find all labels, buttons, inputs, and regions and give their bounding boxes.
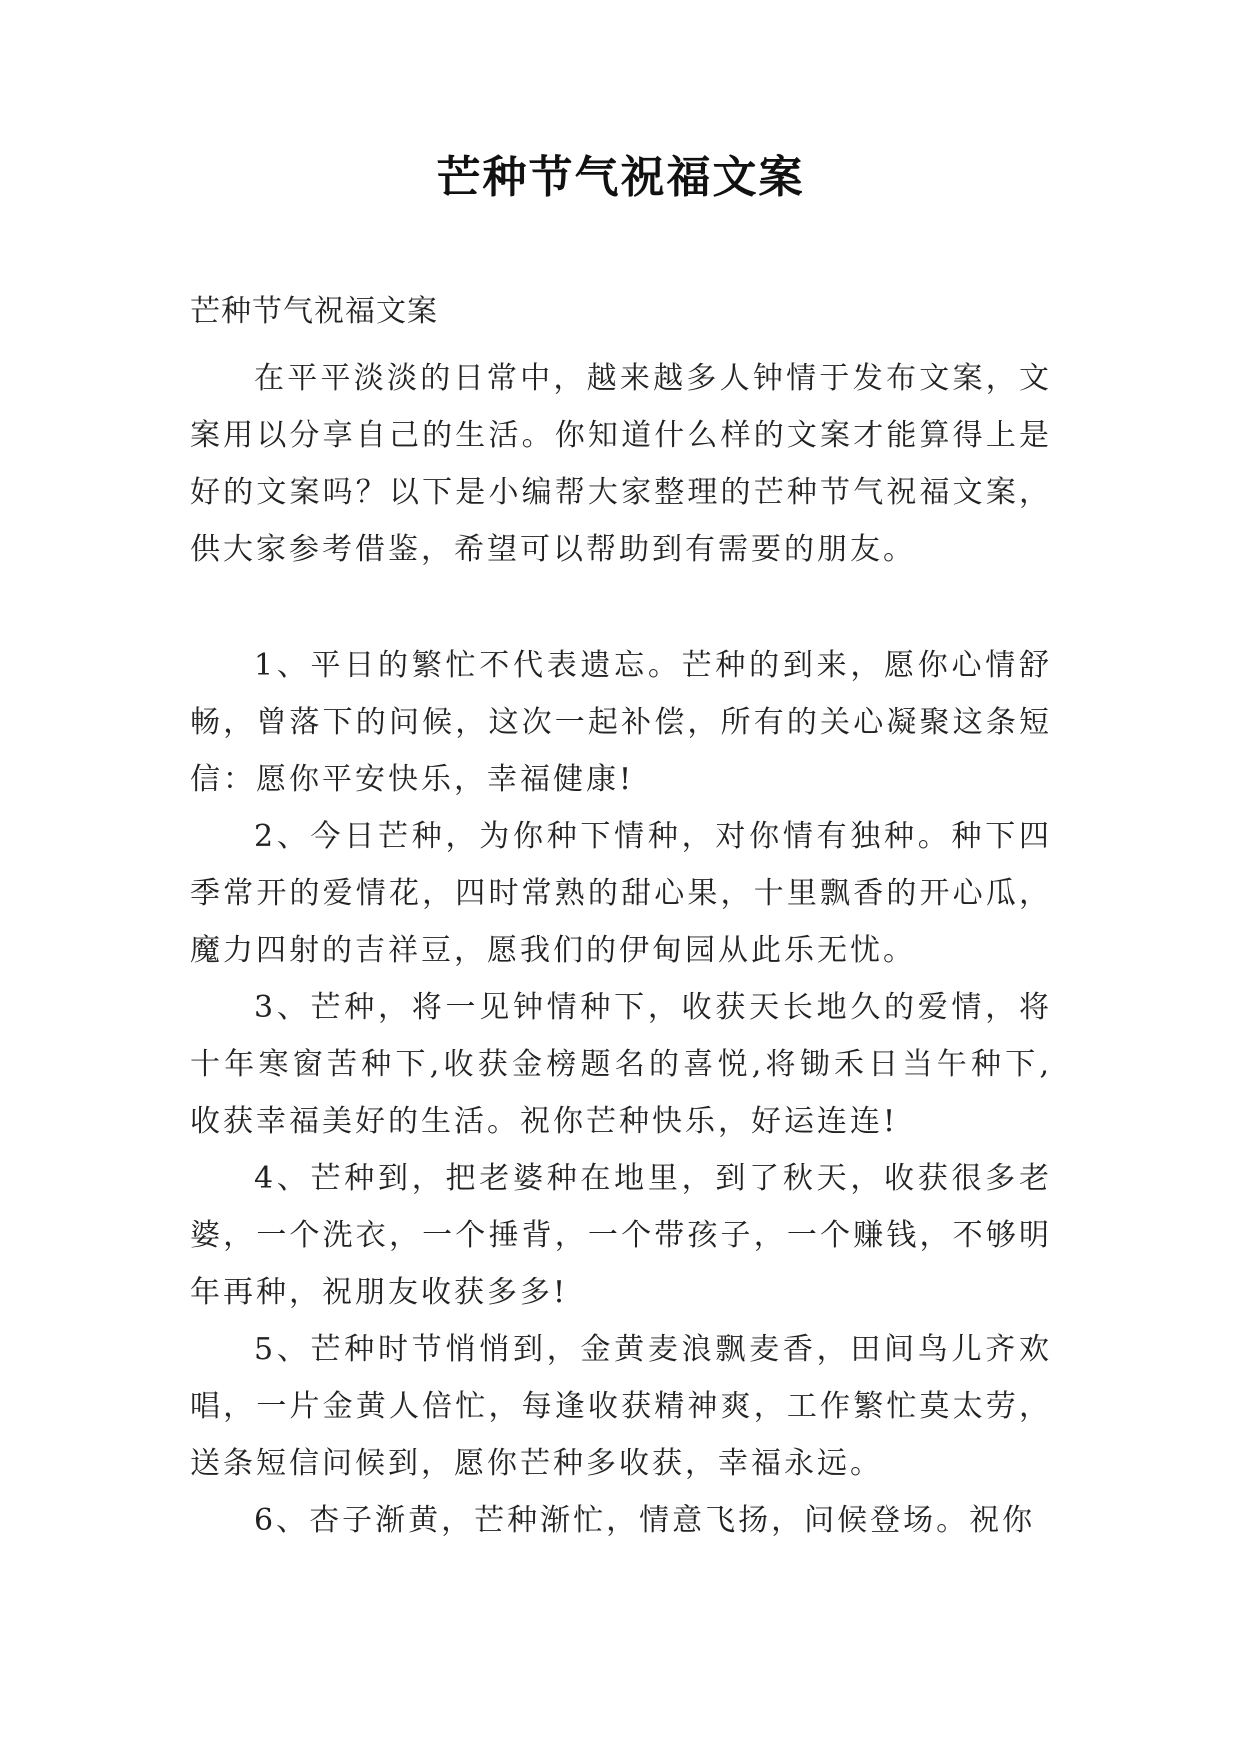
- intro-paragraph: 在平平淡淡的日常中，越来越多人钟情于发布文案，文案用以分享自己的生活。你知道什么样的文案才能算得上是好的文案吗？以下是小编帮大家整理的芒种节气祝福文案，供大家参考借鉴，希望可以帮助到有需要的朋友。: [190, 361, 1052, 567]
- document-subtitle: 芒种节气祝福文案: [190, 294, 438, 329]
- list-item: 6、杏子渐黄，芒种渐忙，情意飞扬，问候登场。祝你: [254, 1503, 1036, 1538]
- list-item: 3、芒种，将一见钟情种下，收获天长地久的爱情，将十年寒窗苦种下,收获金榜题名的喜悦,将锄禾日当午种下,收获幸福美好的生活。祝你芒种快乐，好运连连!: [190, 990, 1052, 1139]
- list-item: 4、芒种到，把老婆种在地里，到了秋天，收获很多老婆，一个洗衣，一个捶背，一个带孩子，一个赚钱，不够明年再种，祝朋友收获多多!: [190, 1161, 1052, 1310]
- list-item: 5、芒种时节悄悄到，金黄麦浪飘麦香，田间鸟儿齐欢唱，一片金黄人倍忙，每逢收获精神爽，工作繁忙莫太劳，送条短信问候到，愿你芒种多收获，幸福永远。: [190, 1332, 1052, 1481]
- document-title: 芒种节气祝福文案: [436, 152, 805, 203]
- list-item: 2、今日芒种，为你种下情种，对你情有独种。种下四季常开的爱情花，四时常熟的甜心果，十里飘香的开心瓜，魔力四射的吉祥豆，愿我们的伊甸园从此乐无忧。: [190, 819, 1052, 968]
- list-item: 1、平日的繁忙不代表遗忘。芒种的到来，愿你心情舒畅，曾落下的问候，这次一起补偿，所有的关心凝聚这条短信：愿你平安快乐，幸福健康!: [190, 648, 1052, 797]
